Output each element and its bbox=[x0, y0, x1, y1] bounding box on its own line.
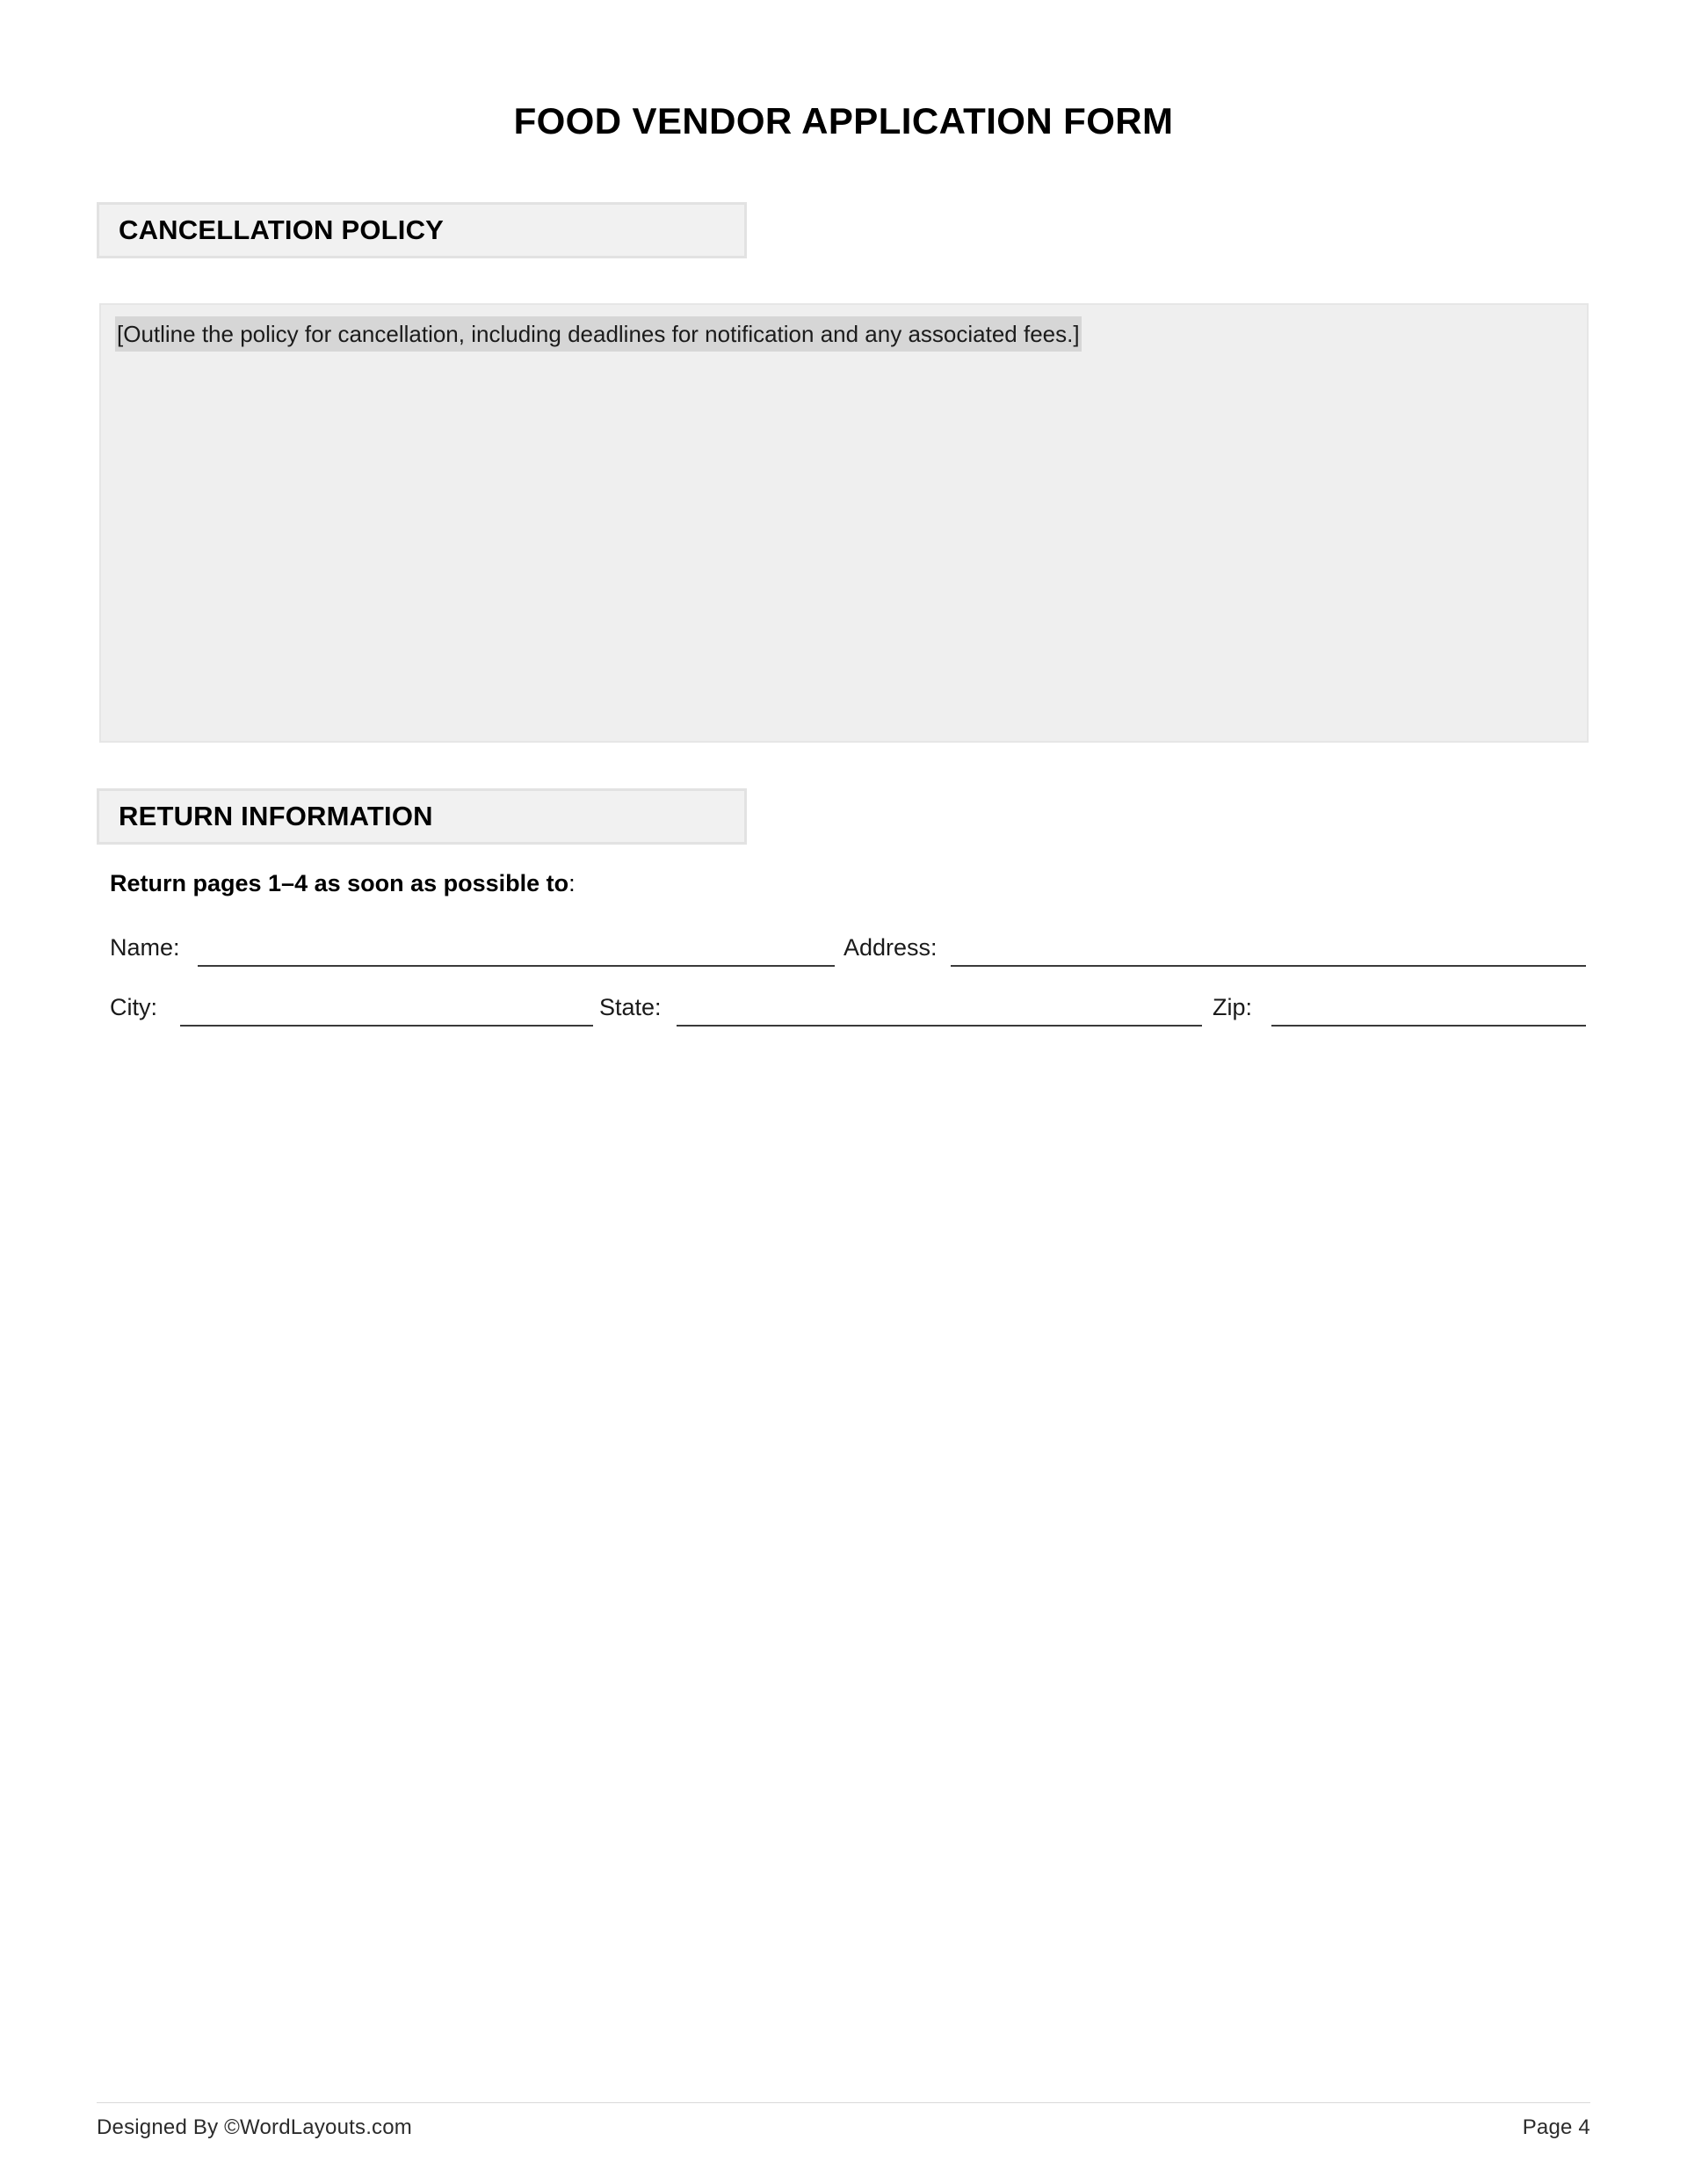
address-field-label: Address: bbox=[844, 934, 938, 961]
section-header-return-information bbox=[97, 788, 747, 845]
return-instruction-colon: : bbox=[568, 870, 576, 896]
footer-designed-by: Designed By ©WordLayouts.com bbox=[97, 2115, 413, 2139]
name-input[interactable] bbox=[198, 965, 835, 967]
city-input[interactable] bbox=[180, 1025, 593, 1027]
zip-input[interactable] bbox=[1271, 1025, 1586, 1027]
section-header-cancellation-policy bbox=[97, 202, 747, 258]
section-header-return-information-label: RETURN INFORMATION bbox=[119, 801, 433, 831]
footer-page-number: Page 4 bbox=[1522, 2115, 1590, 2139]
page-title: FOOD VENDOR APPLICATION FORM bbox=[513, 100, 1174, 141]
return-instruction bbox=[110, 870, 576, 897]
state-field-label: State: bbox=[599, 994, 662, 1020]
city-field-label: City: bbox=[110, 994, 157, 1020]
return-address-row-name-address bbox=[0, 923, 1687, 967]
zip-field-label: Zip: bbox=[1213, 994, 1253, 1020]
cancellation-policy-textarea[interactable] bbox=[99, 303, 1589, 743]
footer-divider bbox=[97, 2102, 1590, 2103]
address-input[interactable] bbox=[951, 965, 1586, 967]
return-instruction-bold-text: Return pages 1–4 as soon as possible to bbox=[110, 870, 569, 896]
name-field-label: Name: bbox=[110, 934, 180, 961]
cancellation-policy-placeholder-text: [Outline the policy for cancellation, including deadlines for notification and any associated fees.] bbox=[115, 316, 1082, 352]
return-address-row-city-state-zip bbox=[0, 983, 1687, 1027]
section-header-cancellation-policy-label: CANCELLATION POLICY bbox=[119, 214, 445, 245]
state-input[interactable] bbox=[677, 1025, 1202, 1027]
